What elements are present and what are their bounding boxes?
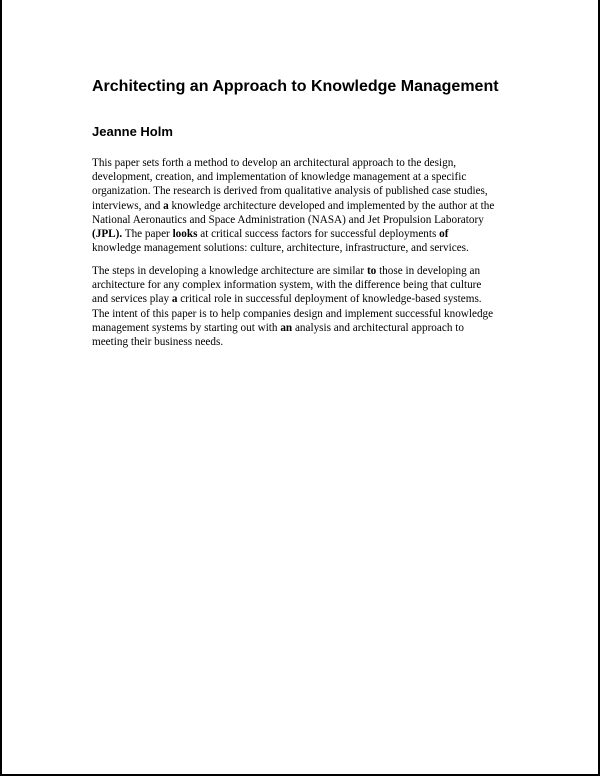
abstract-paragraph-1	[92, 156, 522, 255]
text-line: National Aeronautics and Space Administration (NASA) and Jet Propulsion Laboratory	[92, 213, 484, 226]
text-line: meeting their business needs.	[92, 336, 224, 349]
text-line: organization. The research is derived from qualitative analysis of published case studies,	[92, 185, 488, 198]
text-line: development, creation, and implementation of knowledge management at a specific	[92, 171, 467, 184]
text-line: The steps in developing a knowledge architecture are similar to those in developing an	[92, 265, 481, 277]
text-line: knowledge management solutions: culture, architecture, infrastructure, and services.	[92, 242, 469, 255]
text-line: management systems by starting out with an analysis and architectural approach to	[92, 321, 464, 334]
paper-title: Architecting an Approach to Knowledge Management	[92, 78, 499, 95]
text-line: (JPL). The paper looks at critical success factors for successful deployments of	[92, 228, 449, 241]
paper-author: Jeanne Holm	[92, 124, 173, 139]
page-border-left	[0, 0, 2, 776]
text-line: This paper sets forth a method to develop an architectural approach to the design,	[92, 157, 457, 169]
abstract-paragraph-2	[92, 264, 522, 349]
text-line: The intent of this paper is to help companies design and implement successful knowledge	[92, 307, 494, 320]
text-line: and services play a critical role in successful deployment of knowledge-based systems.	[92, 293, 482, 306]
text-line: interviews, and a knowledge architecture developed and implemented by the author at the	[92, 199, 495, 212]
text-line: architecture for any complex information system, with the difference being that culture	[92, 279, 482, 292]
